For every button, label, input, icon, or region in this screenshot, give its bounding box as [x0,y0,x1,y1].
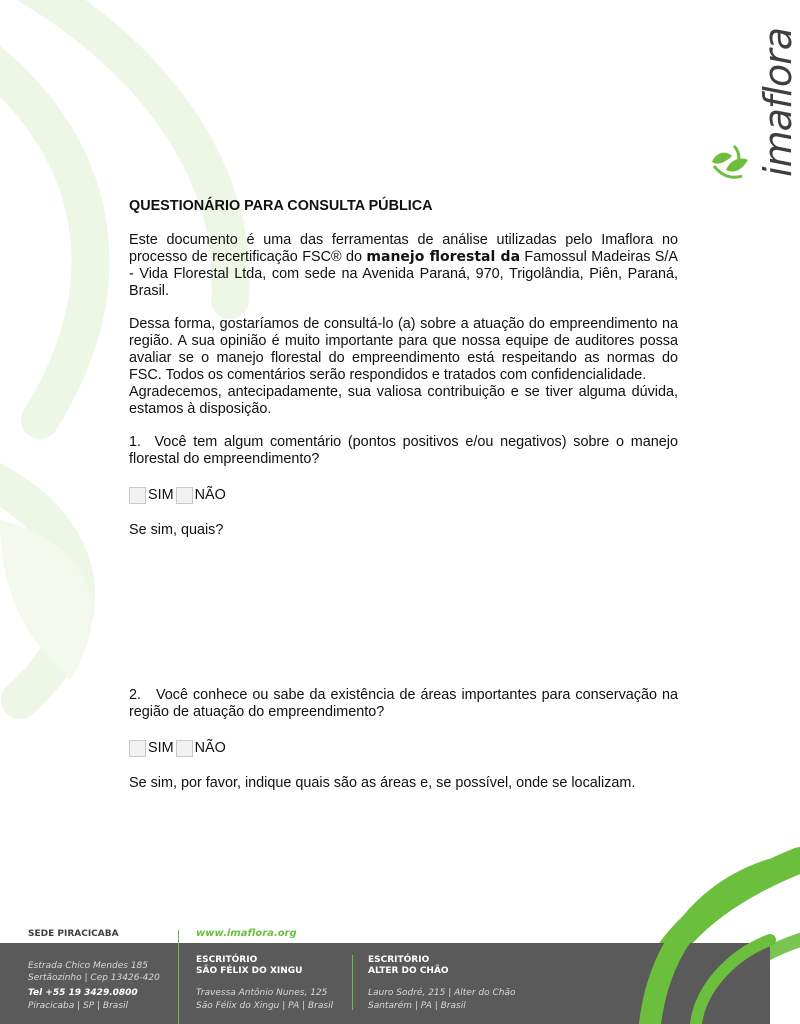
hq-phone-text: Tel +55 19 3429.0800 [28,988,138,998]
footer-leaf-decoration [600,860,770,1024]
q1-yes-checkbox[interactable] [129,487,146,504]
question-1-followup: Se sim, quais? [129,522,224,538]
q1-no-checkbox[interactable] [176,487,193,504]
office2-heading: ESCRITÓRIO [368,955,430,965]
question-1-options [129,485,678,505]
office1-address-line-2: São Félix do Xingu | PA | Brasil [196,1001,334,1011]
question-2-options [129,738,678,758]
hq-phone [28,988,138,999]
q2-yes-label: SIM [148,739,174,756]
document-title: QUESTIONÁRIO PARA CONSULTA PÚBLICA [129,198,433,214]
intro-bold-text: manejo florestal da [366,249,521,265]
question-2: 2. Você conhece ou sabe da existência de áreas importantes para conservação na região de atuação do empreendimento? [129,687,678,720]
hq-address-line-2: Sertãozinho | Cep 13426-420 [28,973,160,983]
footer-divider-1 [178,943,179,1024]
document-body [129,198,678,539]
hq-address-line-1: Estrada Chico Mendes 185 [28,961,148,971]
office2-address-line-2: Santarém | PA | Brasil [368,1001,466,1011]
footer-divider-top [178,930,179,944]
office2-subheading: ALTER DO CHÃO [368,966,449,976]
q2-no-checkbox[interactable] [176,740,193,757]
office1-subheading: SÃO FÉLIX DO XINGU [196,966,303,976]
intro-paragraph [129,232,678,300]
leaf-logo-icon [708,140,752,186]
office2-address-line-1: Lauro Sodré, 215 | Alter do Chão [368,988,516,998]
question-2-followup: Se sim, por favor, indique quais são as áreas e, se possível, onde se localizam. [129,775,636,791]
q1-no-label: NÃO [194,486,226,503]
question-1: 1. Você tem algum comentário (pontos positivos e/ou negativos) sobre o manejo florestal do empreendimento? [129,434,678,467]
q1-yes-label: SIM [148,486,174,503]
footer-divider-2 [352,955,353,1010]
paragraph-thanks: Agradecemos, antecipadamente, sua valiosa contribuição e se tiver alguma dúvida, estamos à disposição. [129,384,678,417]
q2-yes-checkbox[interactable] [129,740,146,757]
q2-no-label: NÃO [194,739,226,756]
office1-address-line-1: Travessa Antônio Nunes, 125 [196,988,328,998]
paragraph-opinion: Dessa forma, gostaríamos de consultá-lo (a) sobre a atuação do empreendimento na região. A sua opinião é muito importante para que nossa equipe de auditores possa avaliar se o manejo florestal do empreendimento está respeitando as normas do FSC. Todos os comentários serão respondidos e tratados com confidencialidade. [129,316,678,383]
website-link[interactable]: www.imaflora.org [196,928,297,939]
document-body-question-2 [129,687,678,792]
intro-text-continued: Famossul Madeiras S/A - Vida Florestal Ltda, com sede na Avenida Paraná, 970, Trigolândia, Piên, Paraná, Brasil. [129,249,679,299]
office1-heading: ESCRITÓRIO [196,955,258,965]
brand-wordmark: imaflora [756,28,800,177]
hq-heading: SEDE PIRACICABA [28,929,119,939]
intro-text: Este documento é uma das ferramentas de análise utilizadas pelo Imaflora no processo de recertificação FSC® do [129,232,678,265]
hq-address-line-4: Piracicaba | SP | Brasil [28,1001,129,1011]
